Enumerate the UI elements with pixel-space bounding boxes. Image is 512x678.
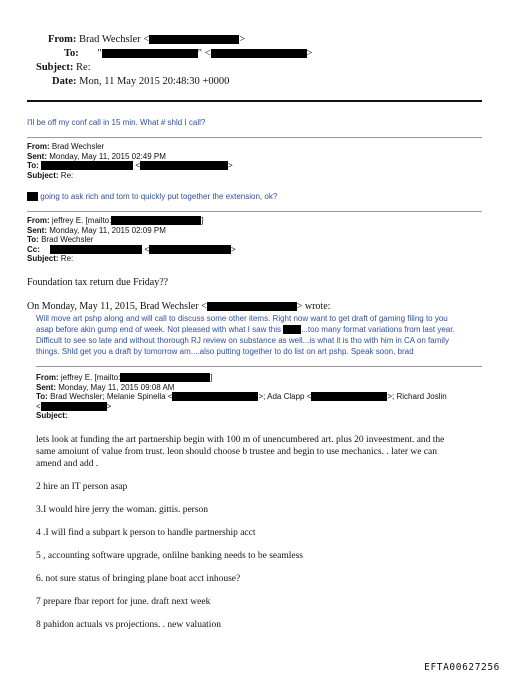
redaction [207, 302, 297, 311]
header-date [52, 76, 229, 87]
redaction [149, 245, 231, 254]
message2-sent: Sent: Monday, May 11, 2015 02:49 PM [27, 151, 166, 161]
message2-to: To: < > [27, 161, 233, 170]
quote-line: asap before akin gump end of week. Not pleased with what I saw this ...too many format variations from last year. [36, 325, 455, 334]
divider [27, 211, 482, 212]
todo-item: 3.I would hire jerry the woman. gittis. person [36, 505, 209, 515]
todo-item: 7 prepare fbar report for june. draft next week [36, 597, 211, 607]
divider [27, 137, 482, 138]
message4-body-line: amend and add . [36, 459, 99, 469]
message3-sent: Sent: Monday, May 11, 2015 02:09 PM [27, 225, 166, 235]
redaction [149, 35, 239, 44]
quote-line: Will move art pshp along and will call to discuss some other items. Right now want to get draft of gaming filing to you [36, 314, 448, 323]
message3-cc: Cc: < > [27, 244, 236, 254]
redaction [120, 373, 210, 382]
message4-subject: Subject: [36, 411, 68, 420]
redaction [41, 402, 107, 411]
message4-to: To: Brad Wechsler; Melanie Spinella < >; Ada Clapp < >; Richard Joslin [36, 392, 447, 401]
to-label: To: [64, 48, 79, 59]
redaction [50, 245, 142, 254]
from-value: Brad Wechsler < [79, 34, 150, 45]
message4-body-line: same amoiunt of value from trust. leon should choose b trustee and begin to use mechanics. . later we can [36, 447, 437, 457]
todo-item: 4 .I will find a subpart k person to handle partnership acct [36, 528, 256, 538]
redaction [140, 161, 228, 170]
quote-line: Difficult to see so late and without thorough RJ review on substance as well...is what it is tho with him in CA on family [36, 336, 449, 345]
message3-to: To: Brad Wechsler [27, 235, 94, 244]
message3-body: Foundation tax return due Friday?? [27, 277, 169, 288]
message2-subject: Subject: Re: [27, 170, 74, 180]
message4-sent: Sent: Monday, May 11, 2015 09:08 AM [36, 382, 175, 392]
from-label: From: [48, 34, 77, 45]
todo-item: 5 , accounting software upgrade, onlilne banking needs to be seamless [36, 551, 303, 561]
subject-value: Re: [75, 62, 91, 73]
redaction [102, 49, 198, 58]
message1-body: I'll be off my conf call in 15 min. What # shld I call? [27, 118, 206, 127]
subject-label: Subject: [36, 62, 74, 73]
header-to: To: " " < > [64, 48, 313, 59]
message4-body-line: lets look at funding the art partnership begin with 100 m of unencumbered art. plus 20 inveestment. and the [36, 435, 445, 445]
quote-line: things. Shld get you a draft by tomorrow am....also putting together to do list on art pshp. Speak soon, brad [36, 347, 414, 356]
redaction [172, 392, 258, 401]
redaction [27, 192, 38, 201]
date-label: Date: [52, 76, 77, 87]
message2-body: going to ask rich and tom to quickly put together the extension, ok? [27, 192, 277, 202]
redaction [211, 49, 307, 58]
redaction [41, 161, 133, 170]
document-id: EFTA00627256 [424, 662, 500, 673]
quote-intro: On Monday, May 11, 2015, Brad Wechsler < > wrote: [27, 301, 331, 312]
header-divider [27, 100, 482, 102]
redaction [111, 216, 201, 225]
message4-from: From: jeffrey E. [mailto: ] [36, 373, 213, 382]
message2-from: From: Brad Wechsler [27, 142, 105, 151]
message3-subject: Subject: Re: [27, 254, 74, 263]
todo-item: 8 pahidon actuals vs projections. . new valuation [36, 620, 221, 630]
todo-item: 6. not sure status of bringing plane boat acct inhouse? [36, 574, 241, 584]
message3-from: From: jeffrey E. [mailto: ] [27, 216, 204, 225]
redaction [283, 325, 301, 334]
date-value: Mon, 11 May 2015 20:48:30 +0000 [79, 76, 230, 87]
message4-to-cont: < > [36, 401, 112, 411]
todo-item: 2 hire an IT person asap [36, 482, 128, 492]
header-subject [36, 62, 91, 73]
header-from: From: Brad Wechsler < > [48, 34, 246, 45]
redaction [311, 392, 387, 401]
divider [36, 366, 482, 367]
